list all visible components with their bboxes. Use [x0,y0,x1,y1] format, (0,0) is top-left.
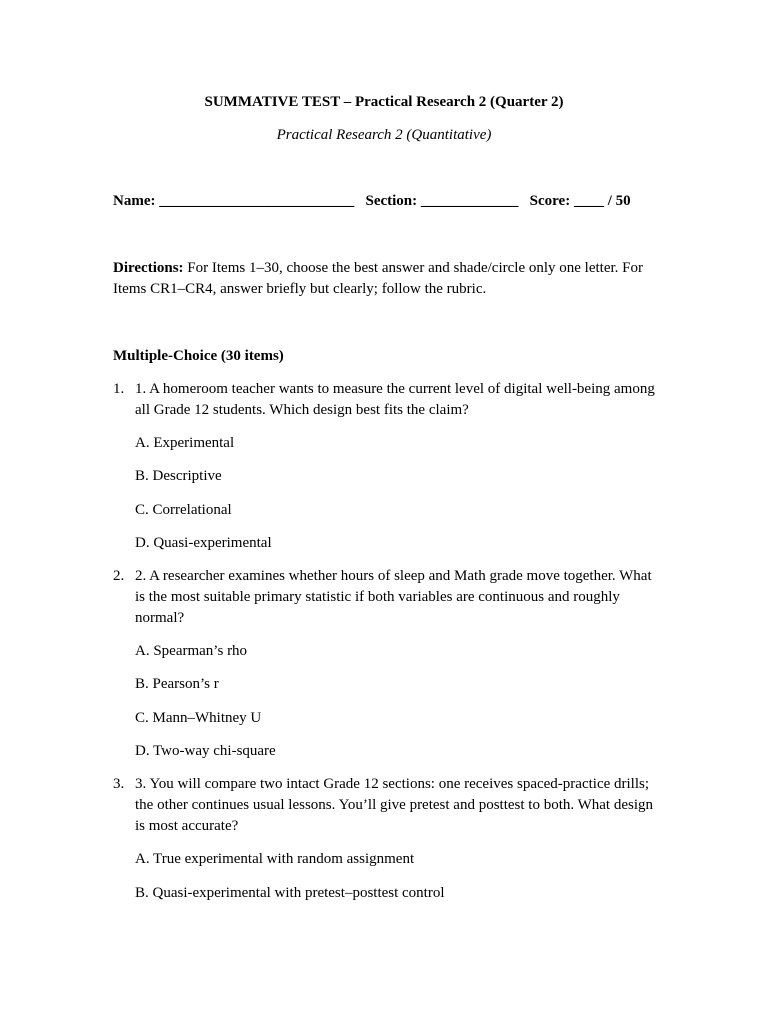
answer-option[interactable]: D. Quasi-experimental [135,535,272,551]
answer-option[interactable]: C. Correlational [135,502,232,518]
name-blank[interactable]: __________________________ [159,193,355,209]
answer-option[interactable]: D. Two-way chi-square [135,743,276,759]
name-label: Name: [113,193,156,209]
question-number: 2. [113,568,125,584]
test-subtitle: Practical Research 2 (Quantitative) [276,127,492,143]
question-number: 3. [113,776,125,792]
answer-option[interactable]: C. Mann–Whitney U [135,710,262,726]
answer-option[interactable]: B. Descriptive [135,468,222,484]
section-blank[interactable]: _____________ [420,193,519,209]
answer-option[interactable]: A. Spearman’s rho [135,643,248,659]
multiple-choice-heading: Multiple-Choice (30 items) [113,348,284,364]
question-text: 2. A researcher examines whether hours of sleep and Math grade move together. What is the most suitable primary statistic if both variables are continuous and roughly normal? [135,568,652,626]
answer-option[interactable]: A. True experimental with random assignment [135,851,415,867]
answer-option[interactable]: B. Pearson’s r [135,676,219,692]
directions-label: Directions: [113,260,184,276]
test-title: SUMMATIVE TEST – Practical Research 2 (Quarter 2) [204,94,564,110]
section-label: Section: [365,193,418,209]
score-total: / 50 [607,193,631,209]
question-text: 1. A homeroom teacher wants to measure the current level of digital well-being among all Grade 12 students. Which design best fits the claim? [135,381,655,418]
answer-option[interactable]: A. Experimental [135,435,235,451]
directions-paragraph [113,258,658,300]
score-label: Score: [529,193,571,209]
answer-option[interactable]: B. Quasi-experimental with pretest–posttest control [135,885,445,901]
question-text: 3. You will compare two intact Grade 12 sections: one receives spaced-practice drills; the other continues usual lessons. You’ll give pretest and posttest to both. What design is most accurate? [135,776,653,834]
directions-text: For Items 1–30, choose the best answer and shade/circle only one letter. For Items CR1–CR4, answer briefly but clearly; follow the rubric. [113,260,644,297]
question-number: 1. [113,381,125,397]
score-blank[interactable]: ____ [573,193,604,209]
student-info-line [113,191,631,212]
